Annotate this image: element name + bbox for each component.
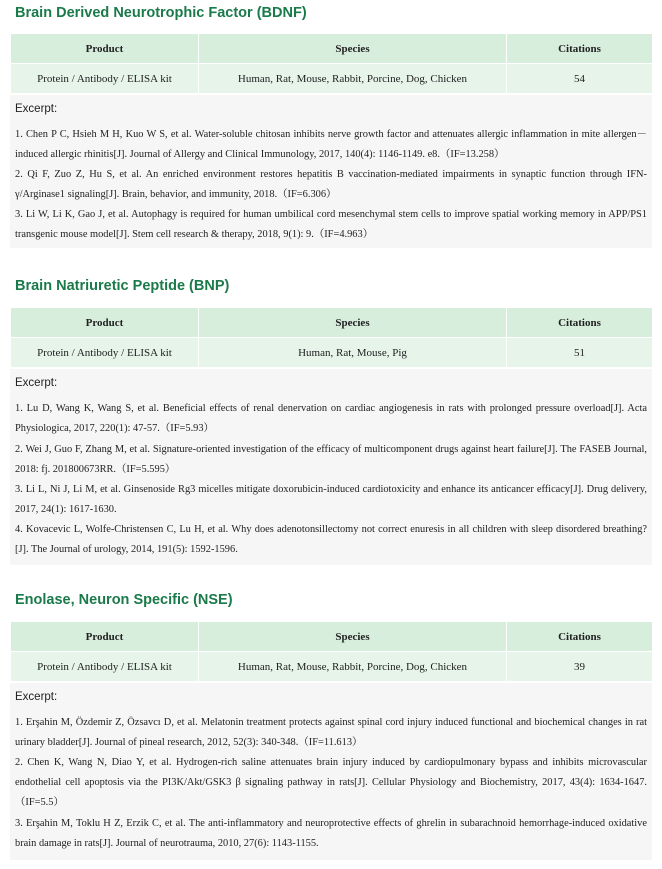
cell-citations: 54 <box>507 64 653 94</box>
reference-item: 3. Erşahin M, Toklu H Z, Erzik C, et al. The anti-inflammatory and neuroprotective effects of ghrelin in subarachnoid hemorrhage-induced oxidative brain damage in rats[J]. Journal of neurotrauma, 2010, 27(6): 1143-1155. <box>15 818 647 849</box>
header-citations: Citations <box>507 34 653 64</box>
excerpt-label: Excerpt: <box>15 103 58 115</box>
reference-item: 2. Chen K, Wang N, Diao Y, et al. Hydrogen-rich saline attenuates brain injury induced by cardiopulmonary bypass and inhibits microvascular endothelial cell apoptosis via the PI3K/Akt/GSK3 β signaling pathway in rats[J]. Cellular Physiology and Biochemistry, 2017, 43(4): 1634-1647.（IF=5.5） <box>15 757 647 808</box>
cell-species: Human, Rat, Mouse, Rabbit, Porcine, Dog, Chicken <box>199 64 507 94</box>
header-species: Species <box>199 622 507 652</box>
product-table <box>10 33 653 94</box>
header-species: Species <box>199 34 507 64</box>
reference-item: 3. Li W, Li K, Gao J, et al. Autophagy is required for human umbilical cord mesenchymal stem cells to improve spatial working memory in APP/PS1 transgenic mouse model[J]. Stem cell research & therapy, 2018, 9(1): 9.（IF=4.963） <box>15 209 647 240</box>
excerpt-box <box>10 369 652 565</box>
header-citations: Citations <box>507 622 653 652</box>
reference-item: 2. Qi F, Zuo Z, Hu S, et al. An enriched environment restores hepatitis B vaccination-mediated impairments in synaptic function through IFN-γ/Arginase1 signaling[J]. Brain, behavior, and immunity, 2018.（IF=6.306） <box>15 169 647 200</box>
header-product: Product <box>11 308 199 338</box>
section-title: Enolase, Neuron Specific (NSE) <box>15 592 233 608</box>
reference-item: 1. Lu D, Wang K, Wang S, et al. Beneficial effects of renal denervation on cardiac angiogenesis in rats with prolonged pressure overload[J]. Acta Physiologica, 2017, 220(1): 47-57.（IF=5.93） <box>15 403 647 434</box>
header-product: Product <box>11 622 199 652</box>
cell-species: Human, Rat, Mouse, Rabbit, Porcine, Dog, Chicken <box>199 652 507 682</box>
header-species: Species <box>199 308 507 338</box>
header-citations: Citations <box>507 308 653 338</box>
reference-item: 3. Li L, Ni J, Li M, et al. Ginsenoside Rg3 micelles mitigate doxorubicin-induced cardiotoxicity and enhance its anticancer efficacy[J]. Drug delivery, 2017, 24(1): 1617-1630. <box>15 484 647 515</box>
section-title: Brain Derived Neurotrophic Factor (BDNF) <box>15 5 307 21</box>
reference-item: 4. Kovacevic L, Wolfe-Christensen C, Lu H, et al. Why does adenotonsillectomy not correct enuresis in all children with sleep disordered breathing?[J]. The Journal of urology, 2014, 191(5): 1592-1596. <box>15 524 647 555</box>
excerpt-box <box>10 95 652 248</box>
cell-product: Protein / Antibody / ELISA kit <box>11 64 199 94</box>
reference-item: 1. Erşahin M, Özdemir Z, Özsavcı D, et al. Melatonin treatment protects against spinal cord injury induced functional and biochemical changes in rat urinary bladder[J]. Journal of pineal research, 2012, 52(3): 340-348.（IF=11.613） <box>15 717 647 748</box>
cell-product: Protein / Antibody / ELISA kit <box>11 652 199 682</box>
product-table <box>10 621 653 682</box>
cell-species: Human, Rat, Mouse, Pig <box>199 338 507 368</box>
excerpt-box <box>10 683 652 860</box>
header-product: Product <box>11 34 199 64</box>
reference-item: 1. Chen P C, Hsieh M H, Kuo W S, et al. Water-soluble chitosan inhibits nerve growth factor and attenuates allergic inflammation in mite allergen－induced allergic rhinitis[J]. Journal of Allergy and Clinical Immunology, 2017, 140(4): 1146-1149. e8.（IF=13.258） <box>15 129 647 160</box>
reference-item: 2. Wei J, Guo F, Zhang M, et al. Signature-oriented investigation of the efficacy of multicomponent drugs against heart failure[J]. The FASEB Journal, 2018: fj. 201800673RR.（IF=5.595） <box>15 444 647 475</box>
excerpt-label: Excerpt: <box>15 377 58 389</box>
cell-product: Protein / Antibody / ELISA kit <box>11 338 199 368</box>
section-title: Brain Natriuretic Peptide (BNP) <box>15 278 230 294</box>
product-table <box>10 307 653 368</box>
cell-citations: 51 <box>507 338 653 368</box>
excerpt-label: Excerpt: <box>15 691 58 703</box>
cell-citations: 39 <box>507 652 653 682</box>
